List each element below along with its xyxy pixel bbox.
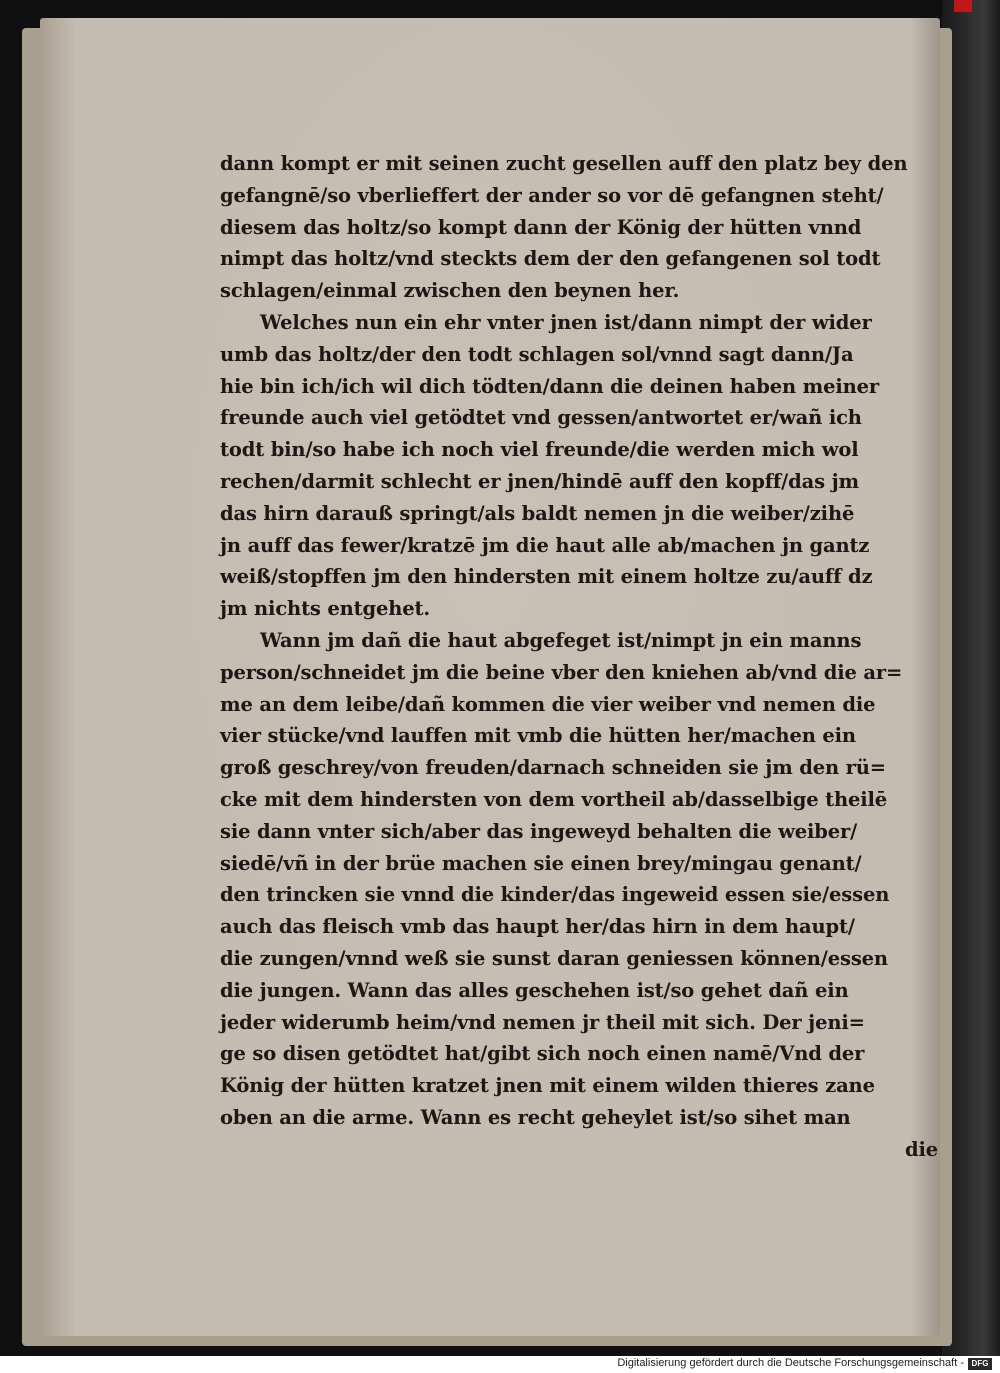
text-line: jm nichts entgehet. xyxy=(220,597,431,621)
catchword: die xyxy=(905,1137,938,1161)
footer-credit: Digitalisierung gefördert durch die Deutsche Forschungsgemeinschaft - xyxy=(617,1357,964,1369)
text-line: rechen/darmit schlecht er jnen/hindē auff den kopff/das jm xyxy=(220,469,859,493)
text-line: cke mit dem hindersten von dem vortheil ab/dasselbige theilē xyxy=(220,787,888,811)
text-line: vier stücke/vnd lauffen mit vmb die hütten her/machen ein xyxy=(220,724,856,748)
text-line: König der hütten kratzet jnen mit einem wilden thieres zane xyxy=(220,1074,875,1098)
text-line: dann kompt er mit seinen zucht gesellen auff den platz bey den xyxy=(220,152,908,175)
text-line: die zungen/vnnd weß sie sunst daran geniessen können/essen xyxy=(220,946,888,970)
text-line: jeder widerumb heim/vnd nemen jr theil mit sich. Der jeni= xyxy=(220,1010,865,1034)
text-line: freunde auch viel getödtet vnd gessen/antwortet er/wañ ich xyxy=(220,406,862,430)
text-line: Wann jm dañ die haut abgefeget ist/nimpt jn ein manns xyxy=(260,628,862,652)
text-line: Welches nun ein ehr vnter jnen ist/dann nimpt der wider xyxy=(260,310,872,334)
text-line: schlagen/einmal zwischen den beynen her. xyxy=(220,279,680,303)
text-line: sie dann vnter sich/aber das ingeweyd behalten die weiber/ xyxy=(220,819,858,843)
text-line: oben an die arme. Wann es recht geheylet ist/so sihet man xyxy=(220,1105,851,1129)
text-line: gefangnē/so vberlieffert der ander so vor dē gefangnen steht/ xyxy=(220,183,884,207)
text-line: me an dem leibe/dañ kommen die vier weiber vnd nemen die xyxy=(220,692,876,716)
text-line: siedē/vñ in der brüe machen sie einen brey/mingau genant/ xyxy=(220,851,862,875)
text-line: weiß/stopffen jm den hindersten mit einem holtze zu/auff dz xyxy=(220,565,873,589)
text-line: hie bin ich/ich wil dich tödten/dann die deinen haben meiner xyxy=(220,374,880,398)
page-text-block xyxy=(220,148,940,1166)
text-line: auch das fleisch vmb das haupt her/das hirn in dem haupt/ xyxy=(220,915,855,939)
red-tab-marker xyxy=(954,0,972,12)
text-line: das hirn darauß springt/als baldt nemen jn die weiber/zihē xyxy=(220,501,855,525)
text-line: umb das holtz/der den todt schlagen sol/vnnd sagt dann/Ja xyxy=(220,342,854,366)
text-line: die jungen. Wann das alles geschehen ist/so gehet dañ ein xyxy=(220,978,849,1002)
text-line: diesem das holtz/so kompt dann der König der hütten vnnd xyxy=(220,215,862,239)
footer-bar xyxy=(0,1356,1000,1373)
text-line: den trincken sie vnnd die kinder/das ingeweid essen sie/essen xyxy=(220,883,890,907)
text-line: todt bin/so habe ich noch viel freunde/die werden mich wol xyxy=(220,438,859,462)
text-line: person/schneidet jm die beine vber den kniehen ab/vnd die ar= xyxy=(220,660,903,684)
text-line: nimpt das holtz/vnd steckts dem der den gefangenen sol todt xyxy=(220,247,881,271)
text-line: groß geschrey/von freuden/darnach schneiden sie jm den rü= xyxy=(220,756,886,780)
dfg-logo-badge: DFG xyxy=(968,1358,992,1370)
text-line: jn auff das fewer/kratzē jm die haut alle ab/machen jn gantz xyxy=(220,533,870,557)
text-line: ge so disen getödtet hat/gibt sich noch einen namē/Vnd der xyxy=(220,1042,865,1066)
